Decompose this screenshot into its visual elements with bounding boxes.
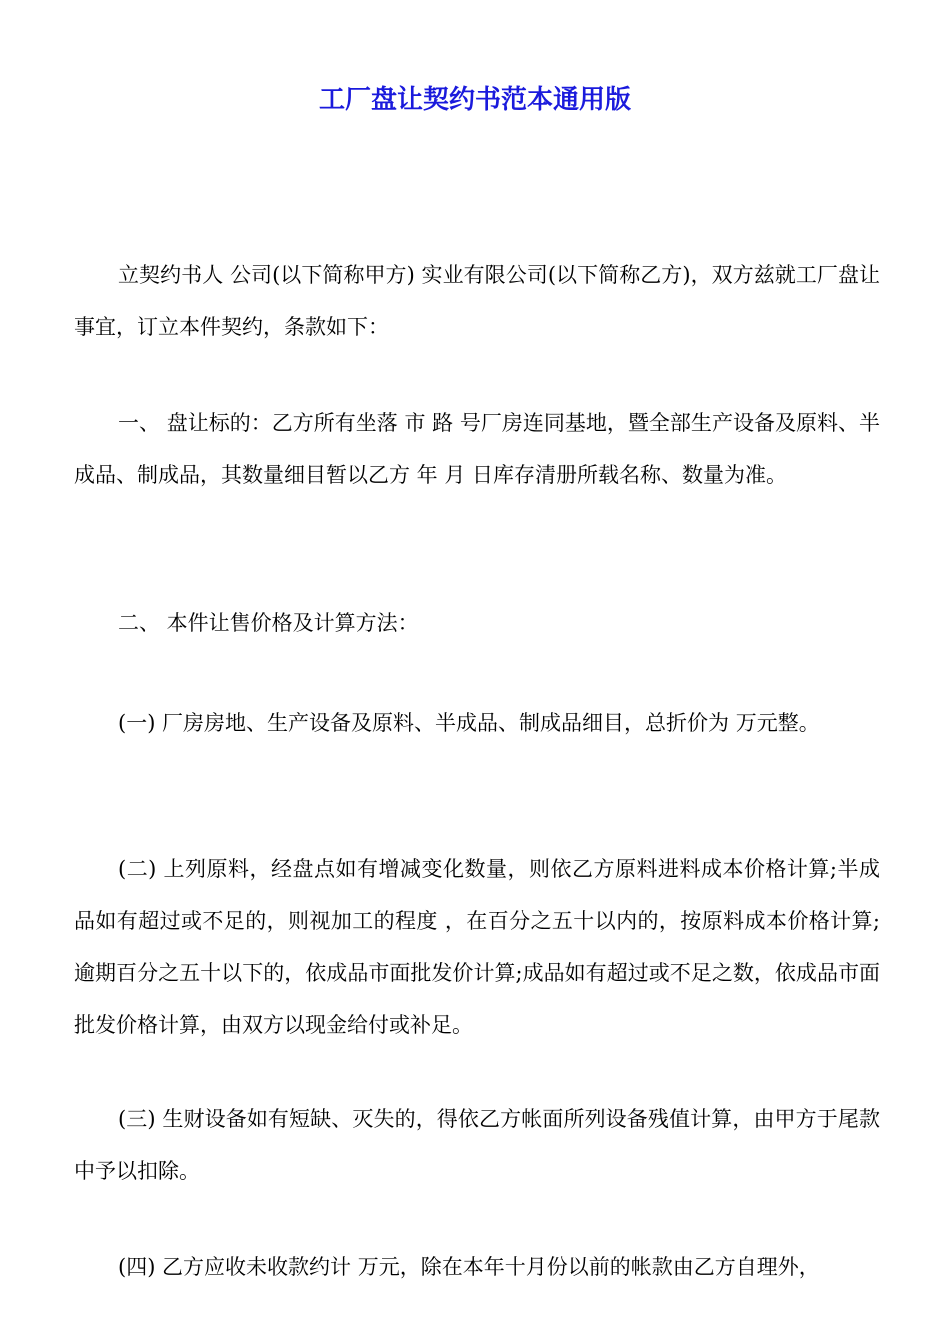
paragraph-clause-2-1: (一) 厂房房地、生产设备及原料、半成品、制成品细目，总折价为 万元整。 [118, 711, 820, 735]
paragraph-clause-1: 一、 盘让标的：乙方所有坐落 市 路 号厂房连同基地，暨全部生产设备及原料、半成品、制成品，其数量细目暂以乙方 年 月 日库存清册所载名称、数量为准。 [74, 411, 880, 487]
document-title: 工厂盘让契约书范本通用版 [318, 85, 631, 115]
paragraph-intro: 立契约书人 公司(以下简称甲方) 实业有限公司(以下简称乙方)，双方兹就工厂盘让事宜，订立本件契约，条款如下： [74, 263, 880, 339]
paragraph-clause-2-3: (三) 生财设备如有短缺、灭失的，得依乙方帐面所列设备残值计算，由甲方于尾款中予以扣除。 [74, 1107, 880, 1183]
paragraph-clause-2-4: (四) 乙方应收未收款约计 万元，除在本年十月份以前的帐款由乙方自理外， [118, 1255, 820, 1279]
paragraph-clause-2: 二、 本件让售价格及计算方法： [118, 611, 419, 635]
paragraph-clause-2-2: (二) 上列原料，经盘点如有增减变化数量，则依乙方原料进料成本价格计算;半成品如有超过或不足的，则视加工的程度 ，在百分之五十以内的，按原料成本价格计算;逾期百分之五十以下的，依成品市面批发价计算;成品如有超过或不足之数，依成品市面批发价格计算，由双方以现金给付或补足。 [74, 857, 880, 1037]
